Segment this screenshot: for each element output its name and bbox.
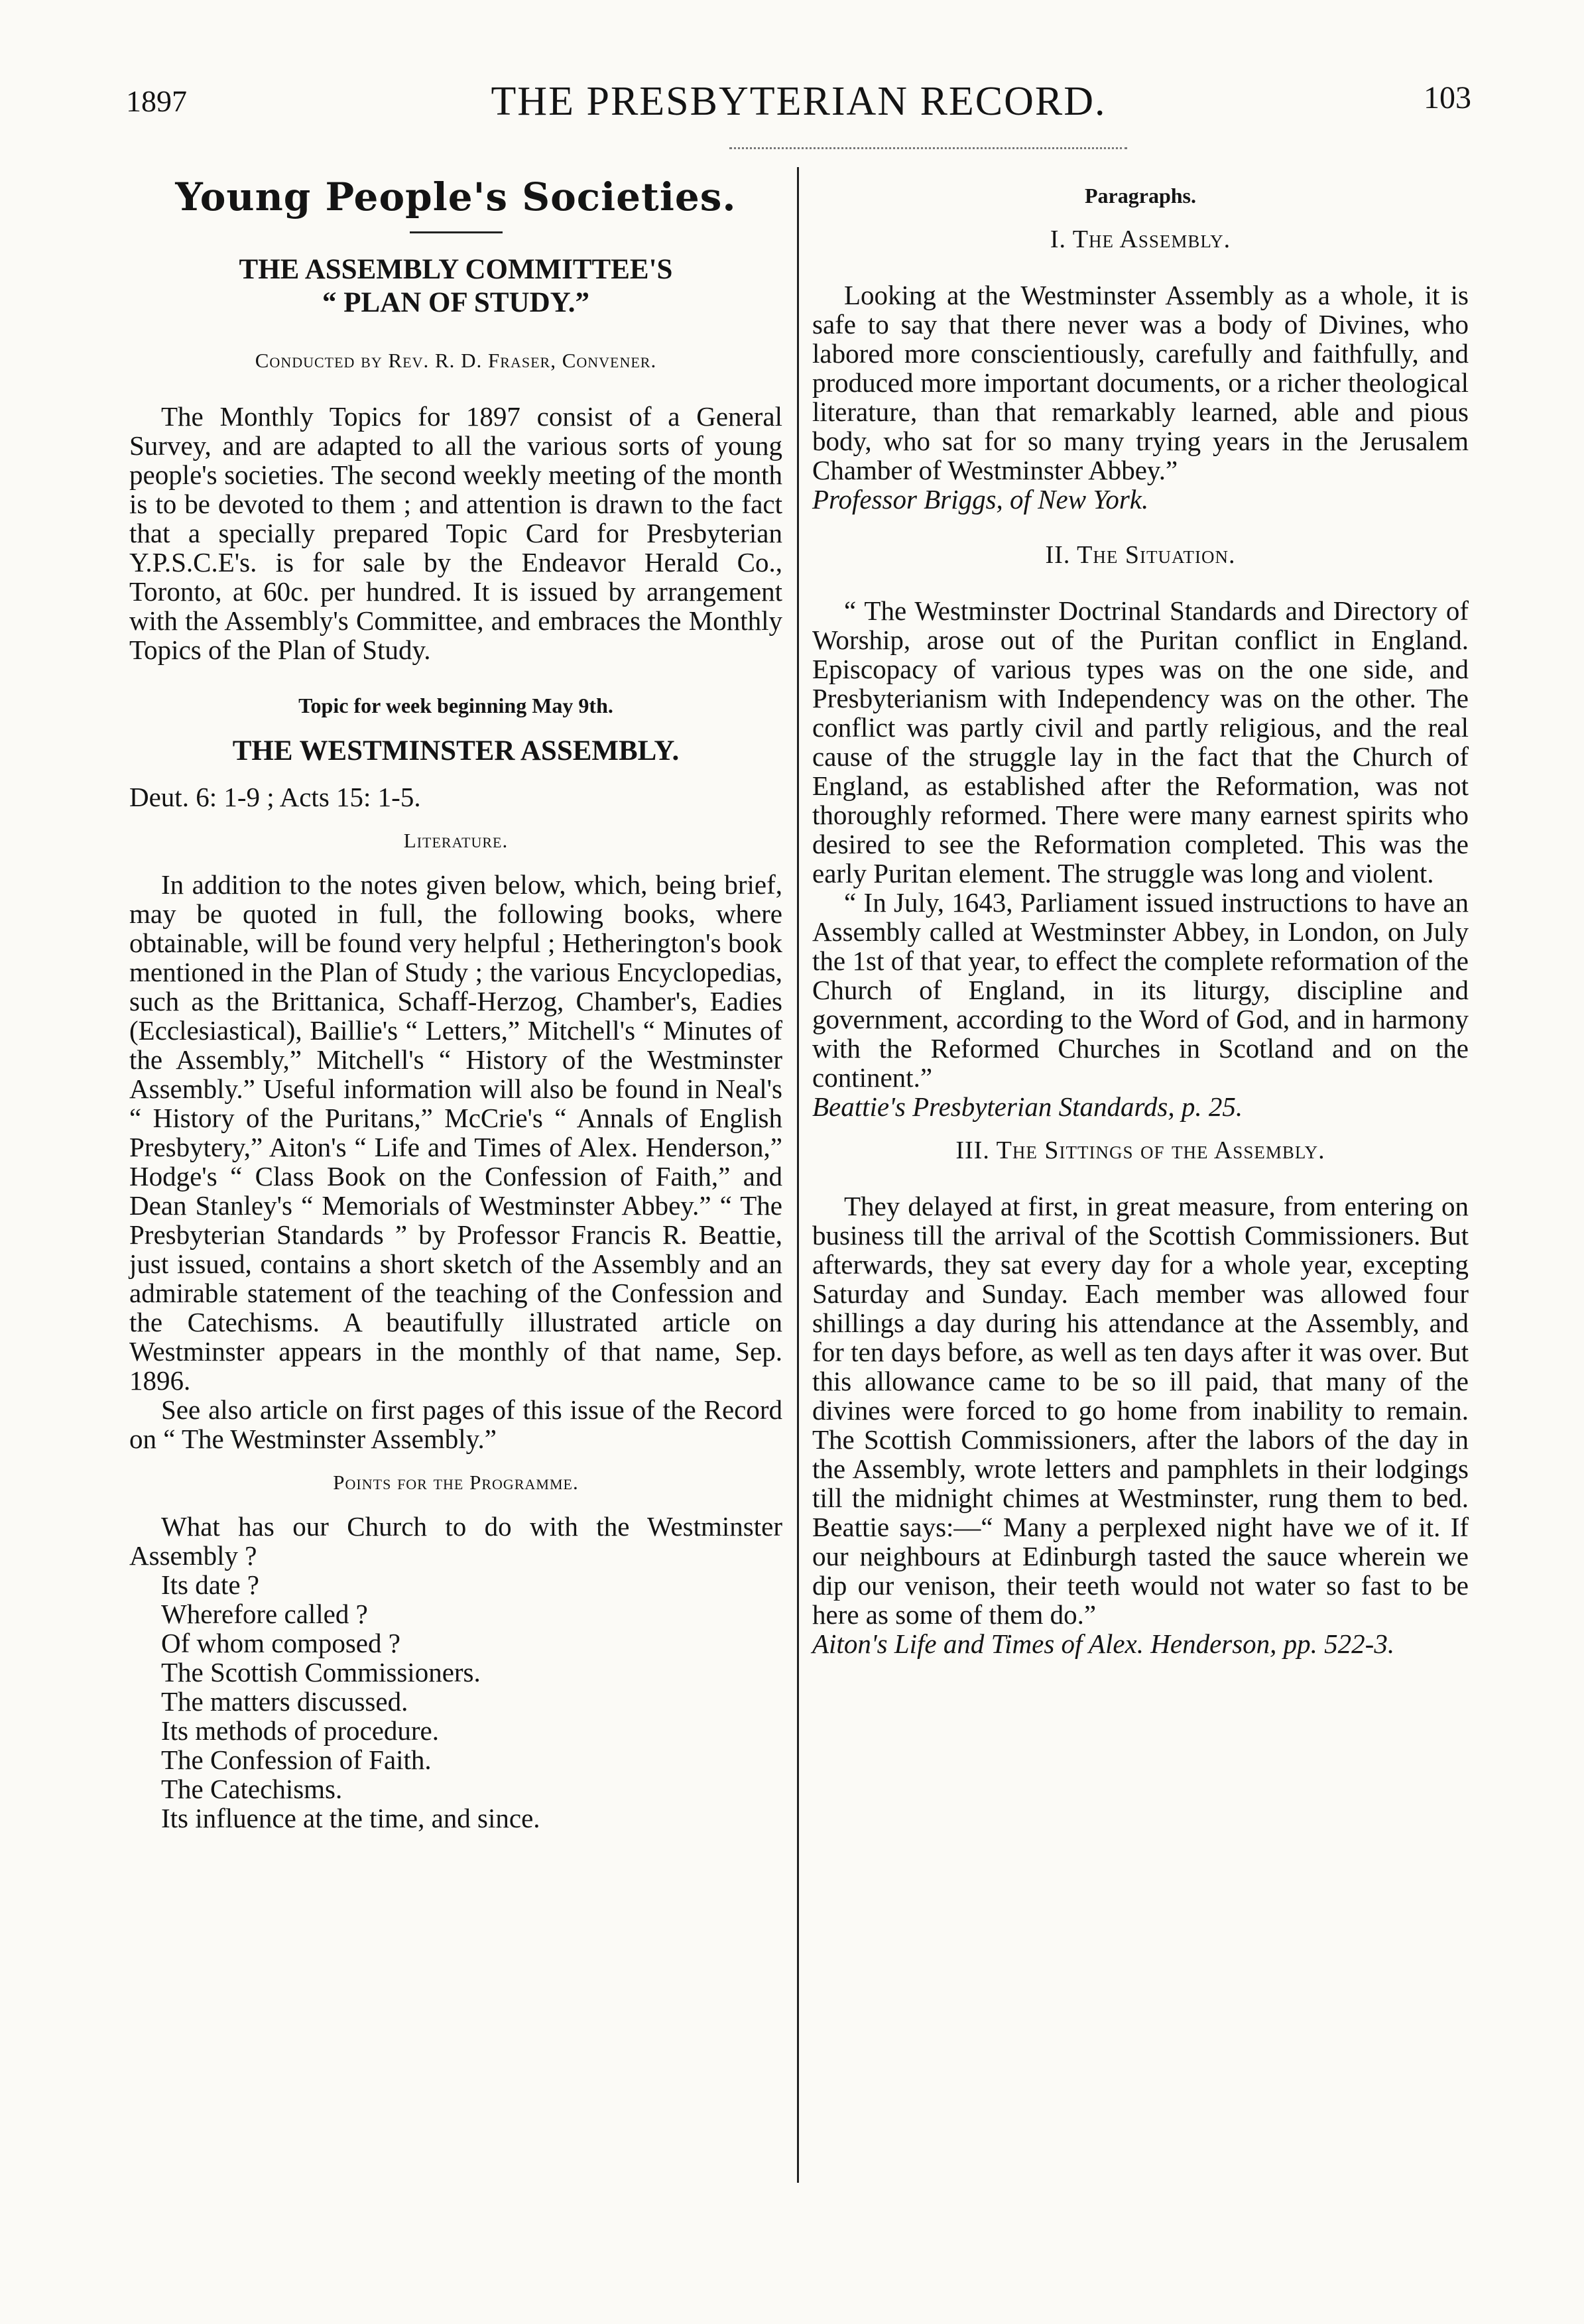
list-item: The Catechisms.: [161, 1774, 343, 1804]
scripture-reference: Deut. 6: 1-9 ; Acts 15: 1-5.: [129, 782, 421, 812]
literature-paragraph: In addition to the notes given below, which, being brief, may be quoted in full, the following books, where obtainable, will be found very helpful ; Hetherington's book mentioned in the Plan of Study ; the various Encyclopedias, such as the Brittanica, Schaff-Herzog, Chamber's, Eadies (Ecclesiastical), Baillie's “ Letters,” Mitchell's “ Minutes of the Assembly,” Mitchell's “ History of the Westminster Assembly.” Useful information will also be found in Neal's “ History of the Puritans,” McCrie's “ Annals of English Presbytery,” Aiton's “ Life and Times of Alex. Henderson,” Hodge's “ Class Book on the Confession of Faith,” and Dean Stanley's “ Memorials of Westminster Abbey.” “ The Presbyterian Standards ” by Professor Francis R. Beattie, just issued, contains a short sketch of the Assembly and an admirable statement of the teaching of the Confession and the Catechisms. A beautifully illustrated article on Westminster appears in the monthly of that name, Sep. 1896.: [129, 869, 782, 1396]
literature-label: Literature.: [403, 829, 509, 852]
topic-heading: THE WESTMINSTER ASSEMBLY.: [232, 735, 680, 766]
topic-line: Topic for week beginning May 9th.: [298, 694, 613, 717]
header-dotted-rule: [729, 147, 1127, 149]
section-3-title: III. The Sittings of the Assembly.: [955, 1136, 1325, 1164]
section-1-text: Looking at the Westminster Assembly as a whole, it is safe to say that there never was a body of Divines, who labored more conscientiously, carefully and faithfully, and produced more important documents, or a richer theological literature, than that remarkably learned, able and pious body, who sat for so many trying years in the Jerusalem Chamber of Westminster Abbey.”: [812, 280, 1469, 485]
header-page-number: 103: [1424, 80, 1471, 115]
list-item: Its methods of procedure.: [161, 1715, 439, 1746]
points-label: Points for the Programme.: [333, 1471, 579, 1494]
list-item: The Confession of Faith.: [161, 1744, 432, 1775]
points-list: [129, 1570, 782, 1833]
section-2-title: II. The Situation.: [1045, 541, 1236, 569]
column-divider: [797, 167, 799, 2183]
section-1-citation: Professor Briggs, of New York.: [812, 484, 1149, 515]
list-item: Of whom composed ?: [161, 1628, 400, 1658]
see-also-paragraph: See also article on first pages of this issue of the Record on “ The Westminster Assembly.”: [129, 1394, 782, 1454]
conductor-line: Conducted by Rev. R. D. Fraser, Convener.: [255, 349, 657, 372]
section-3-citation: Aiton's Life and Times of Alex. Henderson, pp. 522-3.: [812, 1628, 1395, 1659]
points-intro: What has our Church to do with the Westminster Assembly ?: [129, 1511, 782, 1571]
article-heading: THE ASSEMBLY COMMITTEE'S “ PLAN OF STUDY.”: [239, 254, 673, 318]
right-column: [812, 169, 1469, 1658]
section-2-text-2: “ In July, 1643, Parliament issued instructions to have an Assembly called at Westminster Abbey, in London, on July the 1st of that year, to effect the complete reformation of the Church of England, in its liturgy, discipline and government, according to the Word of God, and in harmony with the Reformed Churches in Scotland and on the continent.”: [812, 887, 1469, 1093]
paragraphs-label: Paragraphs.: [1085, 184, 1196, 208]
list-item: The Scottish Commissioners.: [161, 1657, 481, 1687]
section-title: Young People's Societies.: [175, 174, 737, 219]
header-year: 1897: [126, 84, 187, 118]
list-item: Wherefore called ?: [161, 1599, 368, 1629]
list-item: Its influence at the time, and since.: [161, 1803, 540, 1833]
list-item: The matters discussed.: [161, 1686, 408, 1717]
running-head: [126, 78, 1471, 131]
header-title: THE PRESBYTERIAN RECORD.: [491, 79, 1107, 124]
section-3-text: They delayed at first, in great measure, from entering on business till the arrival of the Scottish Commissioners. But afterwards, they sat every day for a whole year, excepting Saturday and Sunday. Each member was allowed four shillings a day during his attendance at the Assembly, and for ten days before, as well as ten days after it was over. But this allowance came to be so ill paid, that many of the divines were forced to go home from inability to remain. The Scottish Commissioners, after the labors of the day in the Assembly, wrote letters and pamphlets in their lodgings till the midnight chimes at Westminster, rung them to bed. Beattie says:—“ Many a perplexed night have we of it. If our neighbours at Edinburgh tasted the sauce wherein we dip our venison, their teeth would not water so fast to be here as some of them do.”: [812, 1191, 1469, 1630]
section-2-text-1: “ The Westminster Doctrinal Standards and Directory of Worship, arose out of the Puritan conflict in England. Episcopacy of various types was on the one side, and Presbyterianism with Independency was on the other. The conflict was partly civil and partly religious, and the real cause of the struggle lay in the fact that the Church of England, as established after the Reformation, was not thoroughly reformed. There were many earnest spirits who desired to see the Reformation completed. This was the early Puritan element. The struggle was long and violent.: [812, 595, 1469, 888]
list-item: Its date ?: [161, 1569, 259, 1600]
intro-paragraph: The Monthly Topics for 1897 consist of a General Survey, and are adapted to all the various sorts of young people's societies. The second weekly meeting of the month is to be devoted to them ; and attention is drawn to the fact that a specially prepared Topic Card for Presbyterian Y.P.S.C.E's. is for sale by the Endeavor Herald Co., Toronto, at 60c. per hundred. It is issued by arrangement with the Assembly's Committee, and embraces the Monthly Topics of the Plan of Study.: [129, 401, 782, 665]
left-column: [129, 169, 782, 1833]
section-2-citation: Beattie's Presbyterian Standards, p. 25.: [812, 1091, 1243, 1122]
section-rule: [410, 231, 503, 233]
section-1-title: I. The Assembly.: [1050, 225, 1231, 253]
